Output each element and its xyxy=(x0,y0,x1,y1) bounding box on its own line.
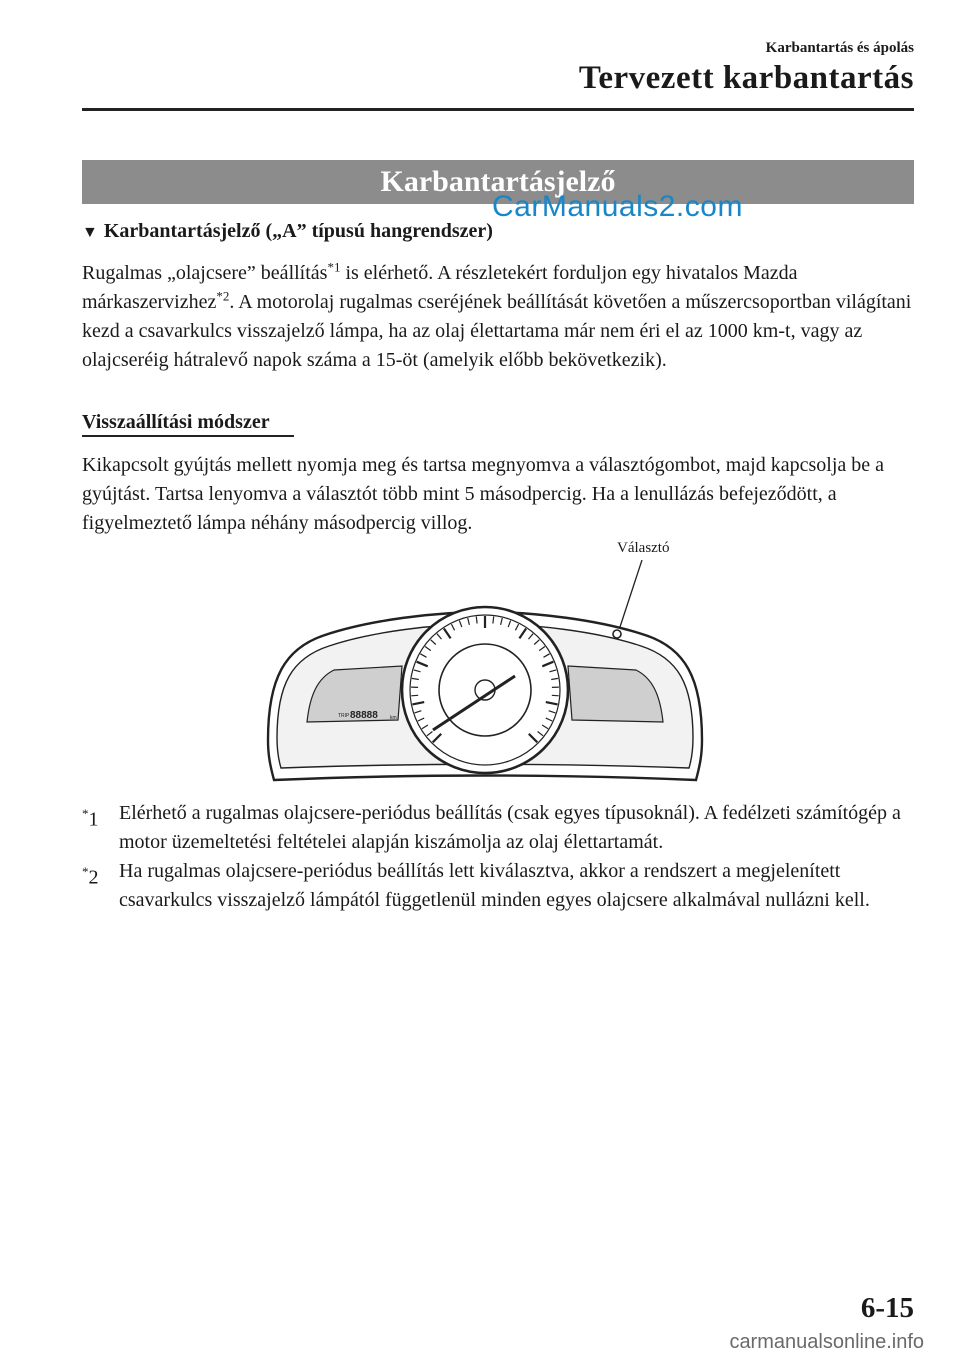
footnote-ref-1: *1 xyxy=(327,259,341,275)
footnote-2-text: Ha rugalmas olajcsere-periódus beállítás lett kiválasztva, akkor a rendszert a megjelenített csavarkulcs visszajelző lámpától függetlenül minden egyes olajcsere alkalmával nullázni kell. xyxy=(119,860,870,911)
para1-part-c: . A motorolaj rugalmas cseréjének beállítását követően a műszercsoportban világítani kezd a csavarkulcs visszajelző lámpa, ha az olaj élettartama már nem éri el az 1000 km-t, vagy az olajcseréig hátralevő napok száma a 15-öt (amelyik előbb bekövetkezik). xyxy=(82,291,912,371)
page-title: Tervezett karbantartás xyxy=(578,60,914,96)
instrument-cluster-illustration xyxy=(250,560,720,790)
para1-part-a: Rugalmas „olajcsere” beállítás xyxy=(82,262,328,284)
footnote-ref-2: *2 xyxy=(216,288,230,304)
tachometer-minor-tick xyxy=(493,617,494,624)
triangle-down-icon: ▼ xyxy=(82,224,98,241)
method-underline xyxy=(82,435,294,437)
selector-knob xyxy=(613,630,621,638)
footnote-2-number: 2 xyxy=(88,866,99,889)
odometer-unit-label: km xyxy=(390,715,397,721)
page-number: 6-15 xyxy=(860,1292,914,1324)
odometer-small-label: TRIP xyxy=(338,713,350,719)
footnote-1-text: Elérhető a rugalmas olajcsere-periódus beállítás (csak egyes típusoknál). A fedélzeti számítógép a motor üzemeltetési feltételei alapján kiszámolja az olaj élettartamát. xyxy=(119,802,901,853)
tachometer-minor-tick xyxy=(476,617,477,624)
method-heading: Visszaállítási módszer xyxy=(82,411,270,433)
selector-label: Választó xyxy=(617,540,670,556)
watermark-link[interactable]: CarManuals2.com xyxy=(492,190,743,223)
subheading-text: Karbantartásjelző („A” típusú hangrendszer) xyxy=(103,220,493,242)
footnote-1-asterisk: * xyxy=(82,806,89,821)
para1-part-b: is elérhető. A részletekért forduljon egy hivatalos Mazda márkaszervizhez xyxy=(82,262,798,313)
section-banner: Karbantartásjelző xyxy=(82,160,914,204)
footnote-1-number: 1 xyxy=(88,808,99,831)
subheading xyxy=(82,220,493,243)
section-header: Karbantartás és ápolás xyxy=(765,40,914,56)
odometer-readout: 88888 xyxy=(350,710,378,721)
paragraph-reset: Kikapcsolt gyújtás mellett nyomja meg és tartsa megnyomva a választógombot, majd kapcsolja be a gyújtást. Tartsa lenyomva a választót több mint 5 másodpercig. Ha a lenullázás befejeződött, a figyelmeztető lámpa néhány másodpercig villog. xyxy=(82,454,885,534)
header-divider xyxy=(82,108,914,111)
tachometer-minor-tick xyxy=(411,695,418,696)
selector-leader-line xyxy=(619,560,642,630)
tachometer-minor-tick xyxy=(552,695,559,696)
footer-watermark-link[interactable]: carmanualsonline.info xyxy=(729,1331,924,1353)
paragraph-intro xyxy=(82,259,918,375)
footnote-2-asterisk: * xyxy=(82,864,89,879)
